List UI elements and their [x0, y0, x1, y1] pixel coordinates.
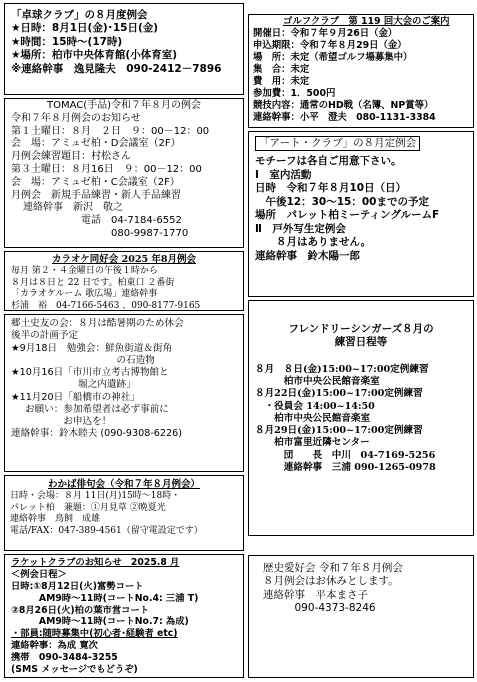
history-lovers-title: 歴史愛好会 令和７年８月例会	[263, 562, 403, 574]
golf-line: 競技内容：通常のHD戦（名簿、NP賞等）	[253, 100, 434, 112]
haiku-line: パレット柏 兼題：①月見草 ②晩夏光	[10, 502, 166, 513]
tomac-line: 第１土曜日：８月 ２日 ９：00－12：00	[11, 125, 210, 137]
local-history-line: 堀之内遺跡」	[11, 379, 136, 391]
history-lovers-contact: 連絡幹事 平本まさ子	[263, 588, 368, 601]
local-history-line: の石造物	[11, 354, 155, 366]
local-history-contact: 連絡幹事：鈴木睦夫 (090-9308-6226)	[11, 428, 182, 440]
racket-notice	[4, 554, 244, 678]
art-club-line: 午後12：30～15：00までの予定	[255, 195, 429, 208]
friendly-singers-line: ８月29日(金)15:00~17:00定例練習	[255, 425, 423, 437]
golf-contact: 連絡幹事：小平 澄夫 080-1131-3384	[253, 112, 436, 124]
racket-line: AM9時～11時(コートNo.7: 為成)	[11, 616, 189, 628]
racket-mobile: 携帯 090-3484-3255	[11, 652, 118, 664]
karaoke-line: 「カラオケルーム 歌広場」連絡幹事	[11, 289, 158, 300]
haiku-line: 電話/FAX：047-389-4561（留守電設定です）	[10, 525, 203, 536]
art-club-contact: 連絡幹事 鈴木陽一郎	[255, 249, 360, 262]
local-history-line: ★11月20日「船橋市の神社」	[11, 391, 140, 403]
racket-contact: 連絡幹事：為成 寛次	[11, 640, 98, 652]
racket-line: AM9時～11時(コートNo.4: 三浦 T)	[11, 592, 199, 604]
table-tennis-notice	[4, 3, 244, 95]
tomac-line: 月例会練習題目：村松さん	[11, 151, 131, 163]
racket-line: 日時:①8月12日(火)富勢コート	[11, 580, 144, 592]
friendly-singers-line: 柏市中央公民館音楽室	[255, 376, 380, 388]
tomac-phone: 電話 04-7184-6552	[81, 215, 182, 227]
history-lovers-phone: 090-4373-8246	[263, 602, 376, 615]
golf-line: 集 合：未定	[253, 64, 310, 76]
tomac-line: 会 場：アミュゼ柏・C会議室（2F）	[11, 176, 180, 188]
tomac-mobile: 080-9987-1770	[111, 227, 189, 239]
local-history-line: 郷土史友の会：８月は酷暑期のため休会	[11, 318, 184, 329]
tomac-line: 会 場：アミュゼ柏・D会議室（2F）	[11, 138, 181, 150]
local-history-line: ★10月16日「市川市立考古博物館と	[11, 367, 169, 379]
golf-title: ゴルフクラブ 第 119 回大会のご案内	[283, 16, 450, 27]
karaoke-line: 毎月 第２・４金曜日の午後１時から	[11, 266, 158, 277]
art-club-title: 「アート・クラブ」の８月定例会	[255, 136, 420, 151]
karaoke-title: カラオケ同好会 2025 年8月例会	[52, 254, 196, 265]
haiku-notice	[4, 475, 244, 551]
golf-line: 開催日：令和７年９月26日（金）	[253, 28, 398, 40]
local-history-line: 後半の計画予定	[11, 330, 79, 342]
table-tennis-line: ★時間：15時～(17時)	[11, 35, 123, 48]
haiku-title: わかば俳句会（令和７年８月例会）	[47, 479, 200, 490]
table-tennis-title: 「卓球クラブ」の８月度例会	[11, 9, 148, 21]
racket-title: ラケットクラブのお知らせ 2025.8 月	[11, 557, 180, 568]
art-club-line: 場所 パレット柏ミーティングルームF	[255, 209, 440, 222]
tomac-line: 第３土曜日：８月16日 ９：00－12：00	[11, 163, 202, 175]
golf-line: 費 用：未定	[253, 76, 310, 88]
history-lovers-notice	[248, 555, 474, 678]
friendly-singers-contact: 連絡幹事 三浦 090-1265-0978	[255, 462, 436, 473]
art-club-line: ８月はありません。	[255, 236, 372, 249]
karaoke-line: 杉浦 裕 04-7166-5463 、090-8177-9165	[11, 300, 201, 311]
friendly-singers-contact: 団 長 中川 04-7169-5256	[255, 449, 436, 461]
tomac-line: 令和７年８月例会のお知らせ	[11, 112, 141, 124]
friendly-singers-subtitle: 練習日程等	[334, 336, 388, 349]
local-history-request: お申込を！	[25, 416, 112, 428]
racket-line: ＜例会日程＞	[11, 568, 67, 580]
friendly-singers-line: ・役員会 14:00~14:50	[255, 400, 375, 412]
friendly-singers-line: ８月22日(金)15:00~17:00定例練習	[255, 388, 423, 400]
art-club-line: 日時 令和７年８月10日（日）	[255, 182, 407, 195]
art-club-line: Ⅰ 室内活動	[255, 168, 312, 181]
local-history-notice	[4, 314, 244, 472]
friendly-singers-line: 柏市中央公民館音楽室	[255, 412, 371, 424]
golf-notice	[248, 14, 474, 128]
history-lovers-line: ８月例会はお休みとします。	[263, 575, 399, 588]
art-club-notice	[248, 131, 474, 297]
art-club-line: Ⅱ 戸外写生定例会	[255, 222, 346, 235]
friendly-singers-line: 柏市富里近隣センター	[255, 437, 370, 449]
karaoke-notice	[4, 251, 244, 311]
racket-line: ・部員:随時募集中(初心者･経験者 etc)	[11, 628, 178, 640]
haiku-line: 日時・会場：８月 11日(月)15時～18時・	[10, 491, 181, 502]
art-club-line: モチーフは各自ご用意下さい。	[255, 155, 402, 168]
golf-line: 場 所：未定（希望ゴルフ場募集中）	[253, 52, 413, 64]
golf-line: 参加費：1．500円	[253, 88, 336, 100]
table-tennis-line: ※連絡幹事 逸見隆夫 090-2412－7896	[11, 62, 222, 75]
table-tennis-line: ★場所：柏市中央体育館(小体育室)	[11, 49, 178, 62]
tomac-line: 月例会 新規手品練習・新人手品練習	[11, 189, 181, 201]
friendly-singers-title: フレンドリーシンガーズ８月の	[288, 323, 434, 335]
racket-line: ②8月26日(火)柏の葉市営コート	[11, 604, 150, 616]
friendly-singers-notice	[248, 300, 474, 536]
tomac-notice	[4, 98, 244, 248]
haiku-line: 連絡幹事 鳥飼 成雄	[10, 514, 101, 525]
tomac-contact: 連絡幹事 新沢 敬之	[23, 202, 123, 214]
racket-sms: (SMS メッセージでもどうぞ)	[11, 664, 138, 676]
local-history-request: お願い：参加希望者は必ず事前に	[25, 403, 169, 415]
karaoke-line: ８月は８日と 22 日です。柏東口 ２番街	[11, 277, 175, 288]
tomac-title: TOMAC(手品)令和７年８月の例会	[46, 100, 202, 111]
friendly-singers-line: ８月 ８日(金)15:00~17:00定例練習	[255, 363, 429, 375]
local-history-line: ★9月18日 勉強会：鮮魚街道＆街角	[11, 342, 173, 354]
table-tennis-line: ★日時：8月1日(金)･15日(金)	[11, 22, 159, 35]
golf-line: 申込期限：令和７年８月29日（金）	[253, 40, 407, 52]
